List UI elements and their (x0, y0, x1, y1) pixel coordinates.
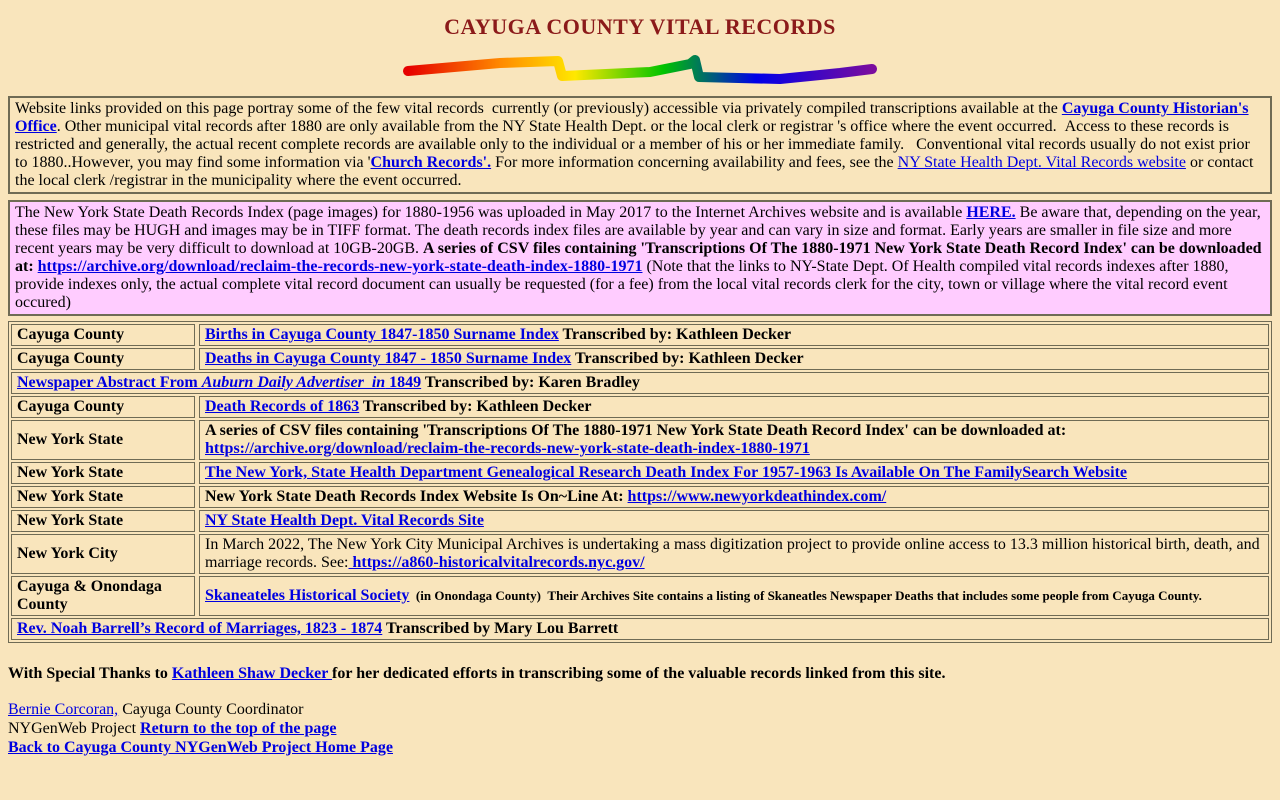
text: Cayuga County Coordinator (118, 701, 304, 718)
home-link-line (8, 739, 1272, 757)
text: for her dedicated efforts in transcribing some of the valuable records linked from this site. (332, 665, 946, 682)
records-table (8, 321, 1272, 643)
region-label-cell (11, 348, 195, 370)
region-label-cell (11, 576, 195, 616)
rainbow-divider (8, 52, 1272, 86)
table-row (11, 486, 1269, 508)
link[interactable]: The New York, State Health Department Genealogical Research Death Index For 1957-1963 Is Available On The FamilySearch Website (205, 464, 1128, 481)
table-row (11, 534, 1269, 574)
record-cell-text (205, 464, 1263, 482)
coordinator-line (8, 701, 1272, 719)
record-cell-text (205, 488, 1263, 506)
record-cell-text (205, 326, 1263, 344)
link[interactable]: NY State Health Dept. Vital Records Site (205, 512, 484, 529)
record-cell (11, 618, 1269, 640)
death-index-note (8, 200, 1272, 316)
link[interactable]: HERE. (966, 204, 1016, 221)
record-cell-text (205, 398, 1263, 416)
table-row (11, 462, 1269, 484)
record-cell (11, 372, 1269, 394)
link[interactable]: Back to Cayuga County NYGenWeb Project Home Page (8, 739, 393, 756)
link[interactable]: Death Records of 1863 (205, 398, 360, 415)
text: Transcribed by: Karen Bradley (421, 374, 640, 391)
region-label: New York State (17, 512, 124, 529)
region-label-cell (11, 420, 195, 460)
record-cell-text (205, 422, 1263, 458)
link[interactable]: Skaneateles Historical Society (205, 587, 410, 604)
region-label: New York State (17, 488, 124, 505)
region-label-cell (11, 396, 195, 418)
table-row (11, 510, 1269, 532)
record-cell-text (205, 512, 1263, 530)
text: Transcribed by: Kathleen Decker (359, 398, 592, 415)
text: A series of CSV files containing 'Transcriptions Of The 1880-1971 New York State Death Record Index' can be downloaded at: (205, 422, 1067, 439)
table-row (11, 372, 1269, 394)
text: A series of CSV files containing 'Transcriptions Of The 1880-1971 New York State Death Record Index' can be downloaded at: (15, 240, 1262, 275)
record-cell (199, 576, 1269, 616)
link[interactable]: Newspaper Abstract From (17, 374, 202, 391)
region-label: Cayuga County (17, 326, 125, 343)
text: The New York State Death Records Index (page images) for 1880-1956 was uploaded in May 2017 to the Internet Archives website and is available (15, 204, 967, 221)
text: Transcribed by: Kathleen Decker (558, 326, 792, 343)
record-cell-text (17, 620, 1263, 638)
region-label: New York State (17, 431, 124, 448)
record-cell (199, 348, 1269, 370)
region-label: New York City (17, 545, 118, 562)
text: New York State Death Records Index Website Is On~Line At: (205, 488, 628, 505)
record-cell (199, 462, 1269, 484)
record-cell (199, 486, 1269, 508)
text: Be aware that, depending on the year, these files may be HUGH and images may be in TIFF format. The death records index files are available by year and can vary in size and format. Early years are smaller in file size and more recent years may be very difficult to download at 10GB-20GB. (15, 204, 1261, 257)
link[interactable]: Return to the top of the page (140, 720, 337, 737)
region-label: New York State (17, 464, 124, 481)
text: In March 2022, The New York City Municipal Archives is undertaking a mass digitization project to provide online access to 13.3 million historical birth, death, and marriage records. See: (205, 536, 1260, 571)
intro-note (8, 96, 1272, 194)
region-label: Cayuga & Onondaga County (17, 578, 162, 613)
text: NYGenWeb Project (8, 720, 141, 737)
link[interactable]: https://archive.org/download/reclaim-the-records-new-york-state-death-index-1880-1971 (37, 258, 643, 275)
table-row (11, 576, 1269, 616)
table-row (11, 348, 1269, 370)
text: For more information concerning availability and fees, see the (491, 154, 898, 171)
project-links-line (8, 720, 1272, 738)
special-thanks-line (8, 665, 1272, 683)
region-label-cell (11, 486, 195, 508)
record-cell-text (205, 350, 1263, 368)
record-cell-text (17, 374, 1263, 392)
text: (in Onondaga County) Their Archives Site contains a listing of Skaneatles Newspaper Deaths that includes some people from Cayuga County. (409, 588, 1202, 603)
text: Website links provided on this page portray some of the few vital records currently (or previously) accessible via privately compiled transcriptions available at the (15, 100, 1062, 117)
region-label: Cayuga County (17, 398, 125, 415)
link[interactable]: https://a860-historicalvitalrecords.nyc.gov/ (348, 554, 645, 571)
link[interactable]: Deaths in Cayuga County 1847 - 1850 Surname Index (205, 350, 572, 367)
record-cell (199, 420, 1269, 460)
link[interactable]: Rev. Noah Barrell’s Record of Marriages, 1823 - 1874 (17, 620, 383, 637)
link[interactable]: Auburn Daily Advertiser in (201, 374, 386, 391)
link[interactable]: NY State Health Dept. Vital Records website (897, 154, 1186, 171)
text: (Note that the links to NY-State Dept. Of Health compiled vital records indexes after 1880, provide indexes only, the actual complete vital record document can usually be requested (for a fee) from the local vital records clerk for the city, town or village where the vital record event occured) (15, 258, 1229, 311)
region-label-cell (11, 462, 195, 484)
rainbow-divider-image (400, 52, 880, 84)
region-label-cell (11, 510, 195, 532)
record-cell-text (205, 536, 1263, 572)
link[interactable]: Church Records'. (370, 154, 492, 171)
record-cell (199, 534, 1269, 574)
table-row (11, 618, 1269, 640)
link[interactable]: Kathleen Shaw Decker (171, 665, 333, 682)
link[interactable]: https://www.newyorkdeathindex.com/ (627, 488, 887, 505)
link[interactable]: Cayuga County Historian's Office (15, 100, 1249, 135)
region-label-cell (11, 324, 195, 346)
record-cell-text (205, 587, 1263, 605)
page-title: CAYUGA COUNTY VITAL RECORDS (444, 14, 836, 39)
table-row (11, 324, 1269, 346)
table-row (11, 396, 1269, 418)
region-label: Cayuga County (17, 350, 125, 367)
link[interactable]: https://archive.org/download/reclaim-the-records-new-york-state-death-index-1880-1971 (205, 440, 810, 457)
text: . Other municipal vital records after 1880 are only available from the NY State Health Dept. or the local clerk or registrar 's office where the event occurred. Access to these records is restricted and generally, the actual recent complete records are available only to the individual or a member of his or her immediate family. Conventional vital records usually do not exist prior to 1880..However, you may find some information via ' (15, 118, 1250, 171)
text: or contact the local clerk /registrar in the municipality where the event occurred. (15, 154, 1254, 189)
record-cell (199, 510, 1269, 532)
text: Transcribed by Mary Lou Barrett (382, 620, 619, 637)
table-row (11, 420, 1269, 460)
text: Transcribed by: Kathleen Decker (571, 350, 804, 367)
text: With Special Thanks to (8, 665, 172, 682)
link[interactable]: 1849 (385, 374, 422, 391)
region-label-cell (11, 534, 195, 574)
link[interactable]: Births in Cayuga County 1847-1850 Surname Index (205, 326, 559, 343)
record-cell (199, 324, 1269, 346)
link[interactable]: Bernie Corcoran, (8, 701, 119, 718)
record-cell (199, 396, 1269, 418)
